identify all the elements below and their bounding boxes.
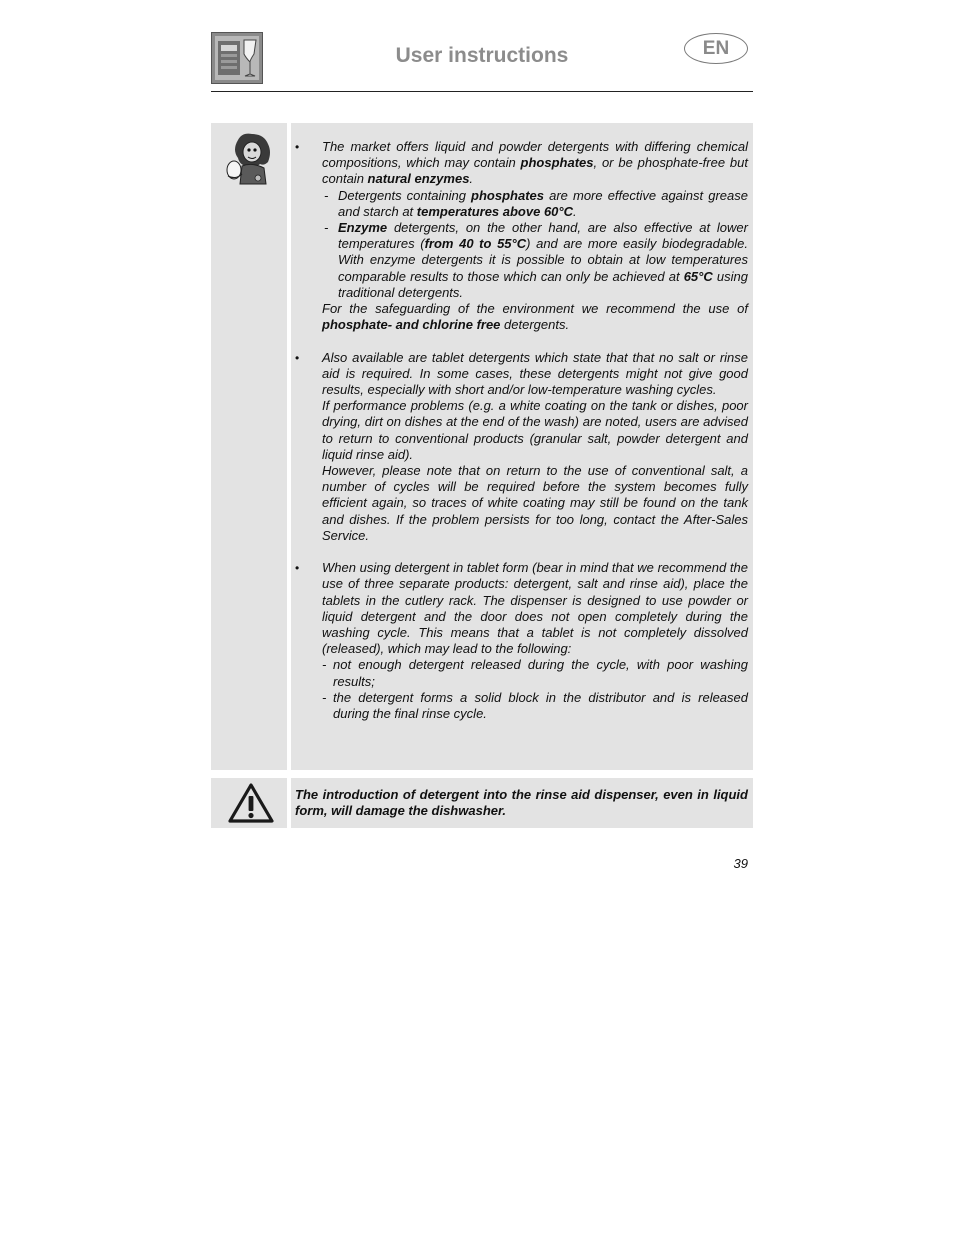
icon-column (211, 123, 287, 770)
bullet-list (295, 139, 748, 722)
paragraph: If performance problems (e.g. a white coating on the tank or dishes, poor drying, dirt on dishes at the end of the wash) are noted, users are advised to return to conventional products (granular salt, powder detergent and liquid rinse aid). (322, 398, 748, 462)
sub-item: - Enzyme detergents, on the other hand, are also effective at lower temperatures (from 40 to 55°C) and are more easily biodegradable. With enzyme detergents it is possible to obtain at low temperatures comparable results to those which can only be achieved at 65°C using traditional detergents. (324, 220, 748, 300)
warning-icon (227, 782, 275, 824)
bullet-marker: • (295, 561, 300, 576)
sub-item: - not enough detergent released during the cycle, with poor washing results; (322, 657, 748, 689)
list-item (295, 350, 748, 544)
icon-column (211, 778, 287, 828)
warning-text: The introduction of detergent into the rinse aid dispenser, even in liquid form, will damage the dishwasher. (295, 787, 748, 819)
page-header (211, 28, 753, 92)
bullet-marker: • (295, 350, 300, 365)
warning-panel (211, 778, 753, 828)
paragraph: When using detergent in tablet form (bear in mind that we recommend the use of three separate products: detergent, salt and rinse aid), place the tablets in the cutlery rack. The dispenser is designed to use powder or liquid detergent and the door does not open completely during the washing cycle. This means that a tablet is not completely dissolved (released), which may lead to the following: (322, 560, 748, 657)
language-badge: EN (684, 33, 748, 64)
detergent-info-panel (211, 123, 753, 770)
paragraph: Also available are tablet detergents which state that that no salt or rinse aid is required. In some cases, these detergents might not give good results, especially with short and/or low-temperature washing cycles. (322, 349, 748, 398)
list-item (295, 139, 748, 333)
instructions-content (291, 123, 753, 770)
sub-item: - the detergent forms a solid block in the distributor and is released during the final rinse cycle. (322, 689, 748, 722)
sub-item: - Detergents containing phosphates are more effective against grease and starch at temperatures above 60°C. (324, 187, 748, 219)
list-item (295, 560, 748, 722)
bullet-marker: • (295, 140, 300, 154)
mascot-icon (224, 132, 274, 187)
paragraph: However, please note that on return to the use of conventional salt, a number of cycles will be required before the system becomes fully efficient again, so traces of white coating may still be found on the tank and dishes. If the problem persists for too long, contact the After-Sales Service. (322, 463, 748, 543)
header-divider (211, 91, 753, 92)
warning-content (291, 778, 753, 828)
paragraph: The market offers liquid and powder detergents with differing chemical compositions, which may contain phosphates, or be phosphate-free but contain natural enzymes. (322, 139, 748, 187)
page-number: 39 (733, 856, 748, 871)
paragraph: For the safeguarding of the environment we recommend the use of phosphate- and chlorine free detergents. (322, 301, 748, 333)
page-title: User instructions (395, 44, 569, 67)
